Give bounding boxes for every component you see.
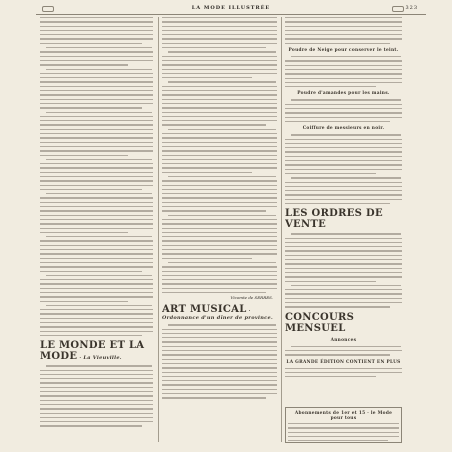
column-2 bbox=[162, 17, 277, 444]
column-3 bbox=[285, 17, 402, 444]
section-heading: CONCOURS MENSUEL bbox=[285, 311, 355, 334]
subscription-box bbox=[285, 407, 402, 443]
subheading: LA GRANDE ÉDITION CONTIENT EN PLUS bbox=[286, 359, 401, 365]
subheading: Annonces bbox=[330, 337, 357, 343]
article-body bbox=[285, 17, 402, 44]
article-body bbox=[285, 134, 402, 204]
recipe-heading: Poudre de Neige pour conserver le teint. bbox=[288, 48, 399, 54]
column-1 bbox=[40, 17, 153, 444]
article-body bbox=[40, 17, 153, 336]
ornament-left-icon bbox=[42, 6, 54, 12]
column-rule bbox=[158, 17, 159, 442]
article-body bbox=[40, 365, 153, 426]
article-body bbox=[285, 56, 402, 87]
article-body bbox=[162, 324, 277, 398]
recipe-heading: Coiffure de messieurs en noir. bbox=[302, 126, 385, 132]
signature: Vicomte de SERRES. bbox=[230, 295, 273, 301]
page-number: 323 bbox=[405, 5, 418, 11]
article-body bbox=[285, 233, 402, 307]
journal-title: LA MODE ILLUSTRÉE bbox=[191, 5, 271, 11]
running-head bbox=[36, 5, 426, 15]
article-body bbox=[162, 17, 277, 293]
article-body bbox=[285, 368, 402, 378]
column-rule bbox=[281, 17, 282, 442]
box-title: Abonnements de 1er et 15 · le Mode pour tous bbox=[294, 411, 393, 421]
section-heading: LE MONDE ET LA MODE · La Vieuville. bbox=[40, 340, 145, 363]
recipe-heading: Poudre d'amandes pour les mains. bbox=[297, 91, 390, 97]
article-body bbox=[285, 99, 402, 122]
article-body bbox=[285, 346, 402, 356]
ornament-right-icon bbox=[392, 6, 404, 12]
section-heading: LES ORDRES DE VENTE bbox=[285, 208, 383, 231]
section-heading: ART MUSICAL · Ordonnance d'un dîner de province. bbox=[162, 304, 274, 322]
